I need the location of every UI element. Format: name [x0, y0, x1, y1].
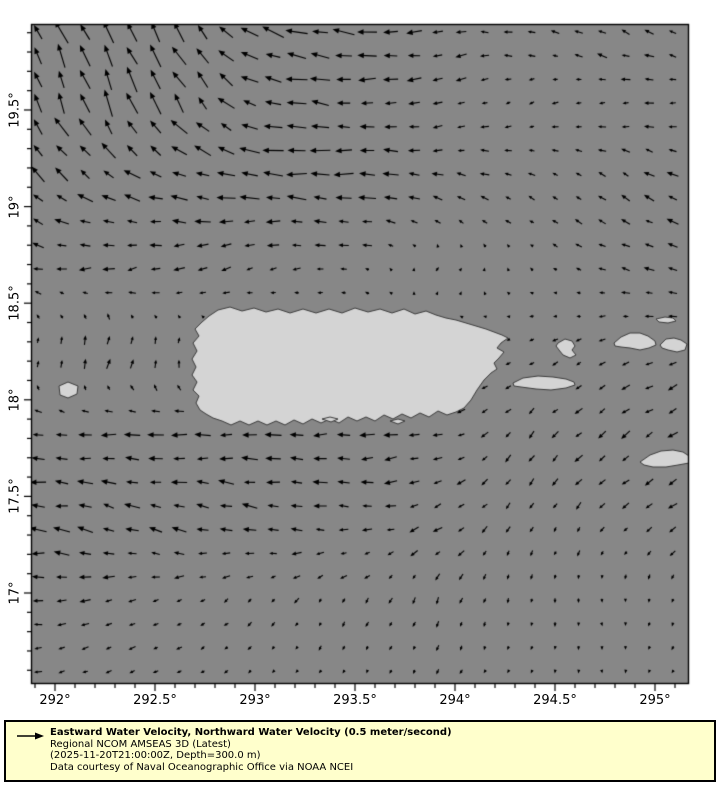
x-tick-label: 292° [39, 693, 71, 708]
y-tick-label: 17.5° [7, 478, 23, 515]
x-tick-label: 294.5° [533, 693, 577, 708]
legend-courtesy-line: Data courtesy of Naval Oceanographic Office via NOAA NCEI [50, 761, 354, 773]
legend-text [50, 727, 714, 773]
legend-title: Eastward Water Velocity, Northward Water Velocity (0.5 meter/second) [50, 727, 452, 738]
legend-box [4, 720, 716, 782]
x-tick-label: 294° [439, 693, 471, 708]
legend-model-line: Regional NCOM AMSEAS 3D (Latest) [50, 738, 231, 750]
y-tick-label: 19.5° [7, 92, 23, 128]
reference-arrow-icon [16, 731, 44, 741]
y-tick-label: 18° [7, 388, 23, 412]
x-tick-label: 295° [639, 693, 671, 708]
x-tick-label: 293.5° [333, 693, 377, 708]
x-tick-label: 293° [239, 693, 271, 708]
x-tick-label: 292.5° [133, 693, 177, 708]
y-tick-label: 19° [7, 195, 23, 219]
legend-time-depth-line: (2025-11-20T21:00:00Z, Depth=300.0 m) [50, 750, 261, 762]
y-tick-label: 17° [7, 581, 23, 605]
y-tick-label: 18.5° [7, 285, 23, 321]
